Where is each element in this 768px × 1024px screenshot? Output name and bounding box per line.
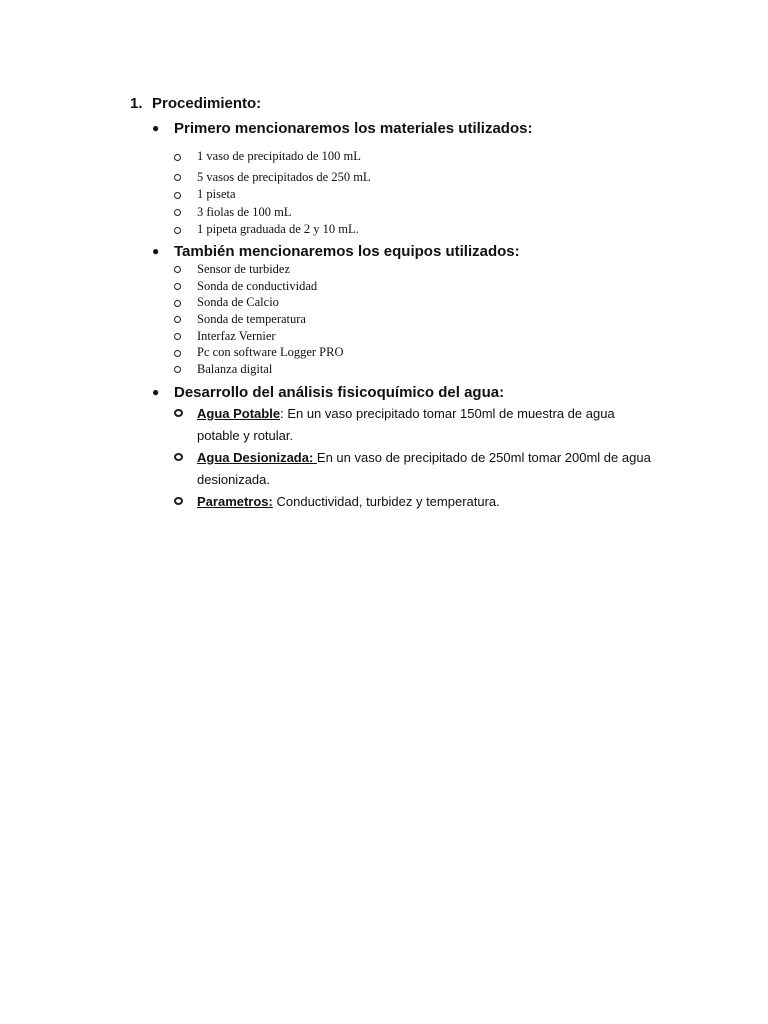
list-item (174, 278, 344, 295)
list-item-text: Sonda de conductividad (197, 278, 318, 293)
list-item-agua-desionizada (174, 447, 657, 491)
materials-title-text: Primero mencionaremos los materiales utilizados: (174, 120, 533, 137)
circle-bullet-icon (174, 300, 181, 307)
heading-number: 1. (130, 95, 143, 112)
bullet-icon: ● (152, 121, 160, 135)
list-item (174, 311, 344, 328)
list-item-text: 1 vaso de precipitado de 100 mL (197, 149, 361, 163)
list-item (174, 204, 371, 222)
item-label: Agua Potable (197, 406, 281, 421)
list-item-text: Sonda de temperatura (197, 312, 306, 327)
item-text: En un vaso precipitado tomar 150ml de muestra de agua potable y rotular. (197, 406, 615, 443)
circle-bullet-icon (174, 333, 181, 340)
item-text: Conductividad, turbidez y temperatura. (272, 494, 500, 509)
list-item (174, 294, 344, 311)
list-item-text: Balanza digital (197, 362, 273, 377)
list-item-text: 3 fiolas de 100 mL (197, 204, 292, 219)
list-item-text: Sensor de turbidez (197, 262, 291, 276)
list-item-agua-potable (174, 403, 657, 447)
list-item-text: Pc con software Logger PRO (197, 345, 344, 360)
circle-bullet-icon (174, 192, 181, 199)
circle-bullet-icon (174, 453, 183, 461)
list-item-text: 1 pipeta graduada de 2 y 10 mL. (197, 222, 359, 236)
circle-bullet-icon (174, 366, 181, 373)
bullet-icon: ● (152, 244, 160, 258)
circle-bullet-icon (174, 350, 181, 357)
analysis-list (174, 403, 657, 513)
equipment-title-text: También mencionaremos los equipos utilizados: (174, 243, 520, 260)
list-item-text: Sonda de Calcio (197, 295, 279, 310)
list-item (174, 361, 344, 378)
circle-bullet-icon (174, 316, 181, 323)
item-label: Parametros: (197, 494, 273, 509)
list-item (174, 328, 344, 345)
circle-bullet-icon (174, 497, 183, 505)
list-item (174, 148, 371, 166)
circle-bullet-icon (174, 209, 181, 216)
list-item-text: 5 vasos de precipitados de 250 mL (197, 169, 371, 184)
list-item-text: Interfaz Vernier (197, 328, 276, 343)
materials-list (174, 148, 371, 239)
list-item (174, 344, 344, 361)
item-label: Agua Desionizada: (197, 450, 317, 465)
item-separator: : (280, 406, 284, 421)
circle-bullet-icon (174, 283, 181, 290)
list-item (174, 186, 371, 204)
materials-section-title (152, 118, 532, 139)
procedure-heading (130, 94, 261, 114)
circle-bullet-icon (174, 227, 181, 234)
list-item-parametros (174, 491, 657, 513)
item-text: En un vaso de precipitado de 250ml tomar 200ml de agua desionizada. (197, 450, 651, 487)
circle-bullet-icon (174, 266, 181, 273)
analysis-title-text: Desarrollo del análisis fisicoquímico del agua: (174, 384, 505, 401)
list-item (174, 221, 371, 239)
heading-title: Procedimiento: (152, 95, 262, 112)
list-item (174, 261, 344, 278)
circle-bullet-icon (174, 174, 181, 181)
list-item-text: 1 piseta (197, 187, 236, 201)
analysis-section-title (152, 382, 504, 403)
equipment-section-title (152, 241, 520, 262)
bullet-icon: ● (152, 385, 160, 399)
equipment-list (174, 261, 344, 378)
circle-bullet-icon (174, 154, 181, 161)
circle-bullet-icon (174, 409, 183, 417)
list-item (174, 169, 371, 187)
